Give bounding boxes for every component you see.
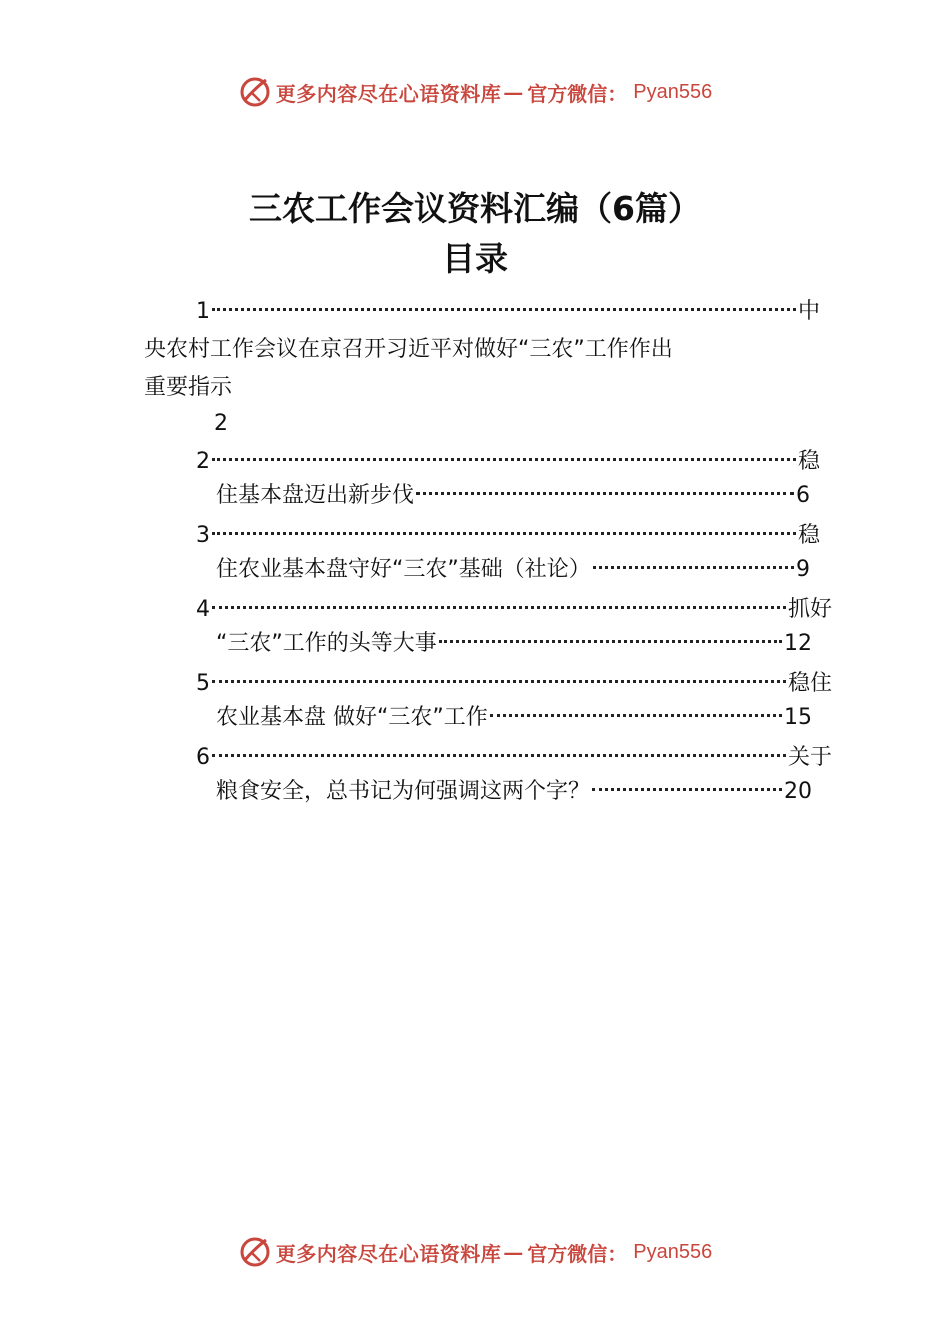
toc-entry-title-cont: 住农业基本盘守好“三农”基础（社论） — [216, 557, 591, 582]
watermark-sub-text: 官方微信： — [527, 81, 628, 106]
toc-entry-title-start: 中 — [797, 299, 820, 324]
toc-entry-title-cont: 住基本盘迈出新步伐 — [216, 483, 415, 508]
toc-leader-dots — [439, 640, 782, 643]
toc-entry-number: 6 — [196, 745, 210, 770]
header-watermark — [0, 72, 950, 112]
toc-entry-6-line[interactable] — [196, 740, 832, 776]
toc-entry-title-cont: 农业基本盘 做好“三农”工作 — [216, 705, 488, 730]
brush-logo-icon — [238, 75, 272, 109]
toc-entry-1-page: 2 — [214, 411, 228, 436]
toc-leader-dots — [593, 566, 794, 569]
toc-entry-3-line[interactable] — [196, 518, 820, 554]
toc-entry-number: 1 — [196, 299, 210, 324]
toc-entry-number: 4 — [196, 597, 210, 622]
toc-entry-title-start: 关于 — [787, 745, 832, 770]
watermark-main-text: 更多内容尽在心语资料库 — [275, 81, 502, 106]
toc-leader-dots — [212, 680, 786, 683]
toc-leader-dots — [490, 714, 782, 717]
watermark-wechat-id: Pyan556 — [633, 1240, 713, 1263]
toc-entry-6-title-line[interactable] — [216, 774, 812, 810]
toc-entry-page: 15 — [784, 705, 812, 730]
watermark-sub-text: 官方微信： — [527, 1241, 628, 1266]
document-title: 三农工作会议资料汇编（6篇） — [249, 189, 701, 228]
toc-leader-dots — [592, 788, 782, 791]
toc-entry-title-start: 稳 — [797, 449, 820, 474]
watermark-dash: — — [503, 1240, 524, 1264]
watermark-main-text: 更多内容尽在心语资料库 — [275, 1241, 502, 1266]
toc-entry-page: 6 — [796, 483, 810, 508]
toc-entry-title-start: 稳住 — [787, 671, 832, 696]
toc-entry-page: 9 — [796, 557, 810, 582]
toc-entry-number: 5 — [196, 671, 210, 696]
toc-entry-title-start: 抓好 — [787, 597, 832, 622]
toc-entry-number: 3 — [196, 523, 210, 548]
toc-entry-2-line[interactable] — [196, 444, 820, 480]
toc-entry-page: 20 — [784, 779, 812, 804]
toc-leader-dots — [212, 458, 796, 461]
toc-entry-3-title-line[interactable] — [216, 552, 810, 588]
toc-entry-title-cont: 粮食安全，总书记为何强调这两个字？ — [216, 779, 591, 804]
toc-entry-4-title-line[interactable] — [216, 626, 812, 662]
toc-leader-dots — [416, 492, 794, 495]
watermark-wechat-id: Pyan556 — [633, 80, 713, 103]
toc-leader-dots — [212, 532, 796, 535]
footer-watermark — [0, 1232, 950, 1272]
toc-entry-number: 2 — [196, 449, 210, 474]
toc-entry-5-title-line[interactable] — [216, 700, 812, 736]
toc-entry-1-title-cont: 央农村工作会议在京召开习近平对做好“三农”工作作出 — [144, 337, 673, 362]
watermark-dash: — — [503, 80, 524, 104]
toc-entry-2-title-line[interactable] — [216, 478, 810, 514]
toc-entry-4-line[interactable] — [196, 592, 832, 628]
toc-entry-1-line[interactable] — [196, 294, 820, 330]
toc-entry-title-start: 稳 — [797, 523, 820, 548]
toc-entry-title-cont: “三农”工作的头等大事 — [216, 631, 437, 656]
toc-entry-5-line[interactable] — [196, 666, 832, 702]
toc-entry-1-title-cont2: 重要指示 — [144, 375, 233, 400]
toc-heading: 目录 — [442, 239, 508, 278]
toc-leader-dots — [212, 308, 796, 311]
toc-leader-dots — [212, 606, 786, 609]
brush-logo-icon — [238, 1235, 272, 1269]
toc-entry-page: 12 — [784, 631, 812, 656]
toc-leader-dots — [212, 754, 786, 757]
